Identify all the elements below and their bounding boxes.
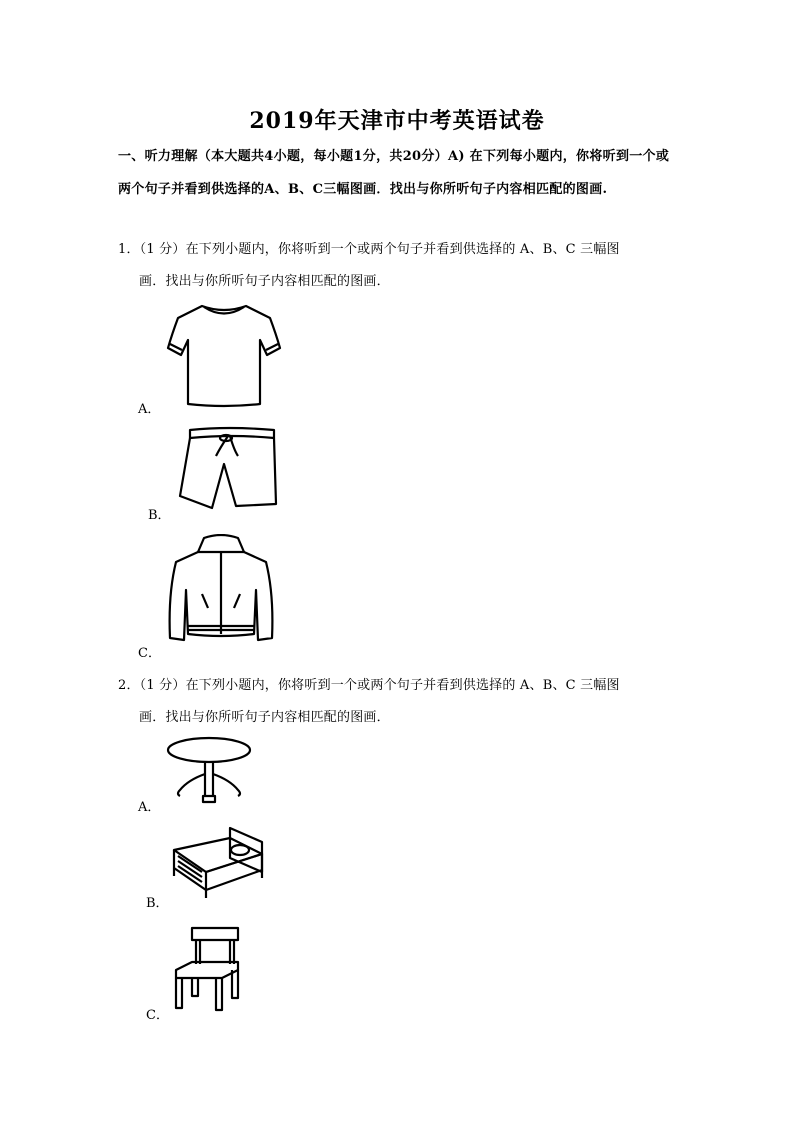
section-instruction: 一、听力理解（本大题共4小题，每小题1分，共20分）A) 在下列每小题内，你将听到一个或两个句子并看到供选择的A、B、C三幅图画．找出与你所听句子内容相匹配的图画. [118,149,670,197]
question-1 [118,234,678,298]
page-title: 2019年天津市中考英语试卷 [249,108,545,134]
question-1-line1: 1．（1 分）在下列小题内，你将听到一个或两个句子并看到供选择的 A、B、C 三幅图 [118,242,620,257]
t-shirt-icon[interactable] [164,300,284,410]
question-1-line2: 画．找出与你所听句子内容相匹配的图画． [139,274,390,289]
q1-option-b-label: B． [148,508,171,523]
q2-option-c-label: C． [146,1008,169,1023]
question-2-line2: 画．找出与你所听句子内容相匹配的图画． [139,710,390,725]
chair-icon[interactable] [172,924,244,1012]
round-table-icon[interactable] [166,734,252,804]
q1-option-a-label: A． [138,402,161,417]
shorts-icon[interactable] [176,424,282,510]
bed-icon[interactable] [170,824,266,900]
question-2-line1: 2．（1 分）在下列小题内，你将听到一个或两个句子并看到供选择的 A、B、C 三幅图 [118,678,620,693]
q2-option-a-label: A． [138,800,161,815]
jacket-icon[interactable] [166,534,276,646]
q2-option-b-label: B． [146,896,169,911]
q1-option-c-label: C． [138,646,161,661]
question-2 [118,670,678,734]
